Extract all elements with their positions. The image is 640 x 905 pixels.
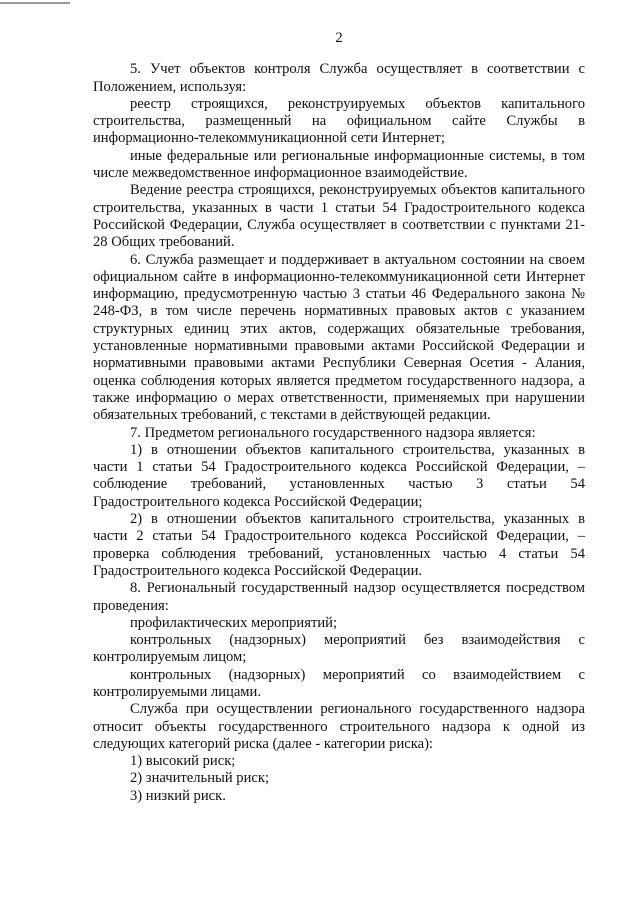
- paragraph-8: 8. Региональный государственный надзор осуществляется посредством проведения:: [93, 580, 585, 614]
- paragraph-6: 6. Служба размещает и поддерживает в актуальном состоянии на своем официальном сайте в информационно-телекоммуникационной сети Интернет информацию, предусмотренную частью 3 статьи 46 Федерального закона № 248-ФЗ, в том числе перечень нормативных правовых актов с указанием структурных единиц этих актов, содержащих обязательные требования, установленные нормативными правовыми актами Российской Федерации и нормативными правовыми актами Республики Северная Осетия - Алания, оценка соблюдения которых является предметом государственного надзора, а также информацию о мерах ответственности, применяемых при нарушении обязательных требований, с текстами в действующей редакции.: [93, 251, 585, 424]
- paragraph-risk-categories: Служба при осуществлении регионального государственного надзора относит объекты государственного строительного надзора к одной из следующих категорий риска (далее - категории риска):: [93, 701, 585, 752]
- risk-high: 1) высокий риск;: [130, 753, 236, 770]
- scan-edge-line: [0, 2, 70, 4]
- page-number: 2: [335, 30, 343, 46]
- paragraph-5-intro: 5. Учет объектов контроля Служба осуществляет в соответствии с Положением, используя:: [93, 61, 585, 95]
- risk-low: 3) низкий риск.: [130, 787, 226, 804]
- paragraph-8-item-no-interaction: контрольных (надзорных) мероприятий без взаимодействия с контролируемым лицом;: [93, 632, 585, 666]
- risk-significant: 2) значительный риск;: [130, 770, 270, 787]
- paragraph-info-systems: иные федеральные или региональные информационные системы, в том числе межведомственное информационное взаимодействие.: [93, 147, 585, 182]
- paragraph-registry: реестр строящихся, реконструируемых объектов капитального строительства, размещенный на официальном сайте Службы в информационно-телекоммуникационной сети Интернет;: [93, 95, 585, 147]
- paragraph-7: 7. Предметом регионального государственного надзора является:: [130, 424, 536, 441]
- paragraph-registry-maintenance: Ведение реестра строящихся, реконструируемых объектов капитального строительства, указанных в части 1 статьи 54 Градостроительного кодекса Российской Федерации, Служба осуществляет в соответствии с пунктами 21-28 Общих требований.: [93, 182, 585, 251]
- paragraph-7-item-1: 1) в отношении объектов капитального строительства, указанных в части 1 статьи 54 Градостроительного кодекса Российской Федерации, – соблюдение требований, установленных частью 3 статьи 54 Градостроительного кодекса Российской Федерации;: [93, 441, 585, 510]
- document-page: [93, 30, 585, 805]
- paragraph-8-item-interaction: контрольных (надзорных) мероприятий со взаимодействием с контролируемыми лицами.: [93, 666, 585, 700]
- paragraph-8-item-prevention: профилактических мероприятий;: [130, 614, 338, 631]
- paragraph-7-item-2: 2) в отношении объектов капитального строительства, указанных в части 2 статьи 54 Градостроительного кодекса Российской Федерации, – проверка соблюдения требований, установленных частью 4 статьи 54 Градостроительного кодекса Российской Федерации.: [93, 511, 585, 579]
